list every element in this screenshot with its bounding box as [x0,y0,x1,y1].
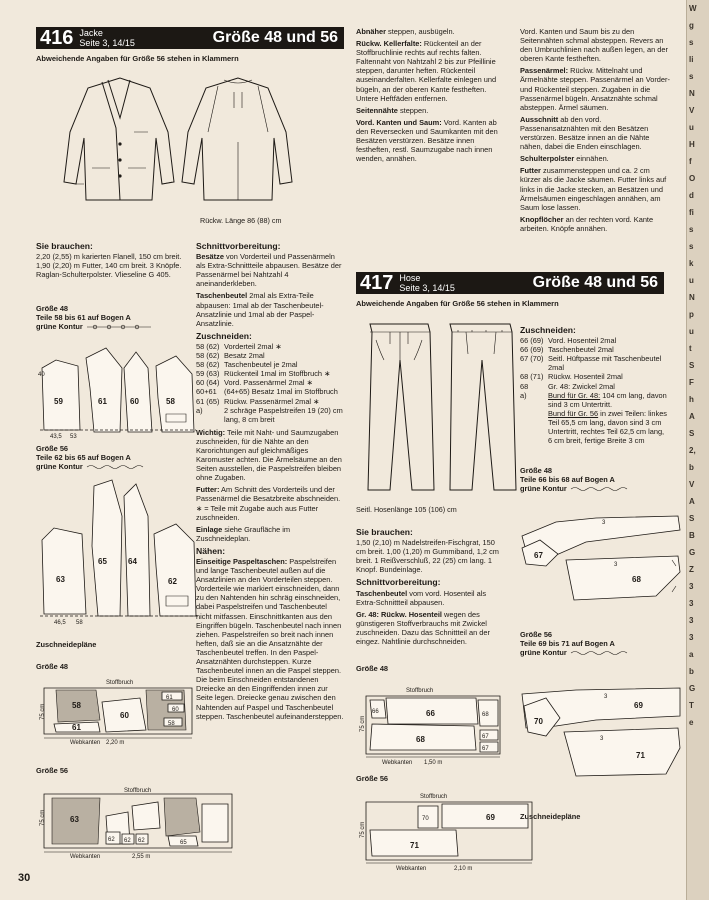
svg-text:Stoffbruch: Stoffbruch [406,688,434,694]
sew-body: ab den vord. Passenansatznähten mit den Besätzen verstürzen. Besätze innen an die Nähte nähen, dabei die Enden einschlagen. [520,114,650,152]
prep-text-1 [196,252,344,288]
size48-parts-label-416 [36,304,186,331]
cut-text: 2 schräge Paspelstreifen 19 (20) cm lang, 8 cm breit [224,405,343,424]
strip-letter: 3 [689,616,694,625]
pattern-417-header [356,272,664,294]
svg-text:70: 70 [534,717,543,726]
important-body: Teile mit Naht- und Saumzugaben zuschneiden, für die Nähte an den Karorichtungen auf gleichmäßiges Karomuster achten. Die Ärmelsäume an den Seiten ausstellen, die Paspelstreifen bleiben ohne Zugaben. [196,427,342,483]
svg-text:62: 62 [138,838,145,844]
strip-letter: li [689,55,694,64]
contour-line-symbol [85,324,153,330]
pattern-ref: Seite 3, 14/15 [399,283,455,293]
materials-text: 1,50 (2,10) m Nadelstreifen-Fischgrat, 150 cm breit. 1,00 (1,20) m Gummiband, 1,2 cm breit. 1 Reißverschluß, 22 (25) cm lang. 1 Knopf. Bundeinlage. [356,538,499,575]
instructions-416-col3 [356,27,508,166]
cut-text: Vorderteil 2mal ∗ [224,341,282,351]
strip-letter: t [689,344,692,353]
svg-text:58: 58 [166,397,175,406]
sew-body: zusammensteppen und ca. 2 cm kürzer als die Jacke säumen. Futter links auf links in die Jacke stecken, an Besätzen und Ärmelsäumen eingeschlagen annähen, am Saum lose lassen. [520,166,667,212]
svg-text:61: 61 [98,397,107,406]
cut-num: 60+61 [196,387,217,397]
svg-text:62: 62 [168,577,177,586]
svg-text:67: 67 [482,734,489,740]
svg-text:71: 71 [410,841,419,850]
svg-text:Webkanten: Webkanten [70,740,101,746]
cut-num: 66 (69) [520,345,544,355]
pattern-pieces-416-48 [36,338,206,438]
page-number: 30 [18,872,31,884]
cut-title: Zuschneiden: [520,325,576,335]
important-body: siehe Graufläche im Zuschneideplan. [196,524,291,543]
sew-body: an der rechten vord. Kante arbeiten. Knöpfe annähen. [520,214,654,233]
sew-text-2 [356,27,508,36]
svg-text:58: 58 [168,721,175,727]
strip-letter: p [689,310,694,319]
prep-text-2 [196,291,344,327]
svg-text:3: 3 [600,736,604,742]
prep-bold: Besätze [196,252,224,262]
svg-text:66: 66 [372,709,379,715]
svg-text:62: 62 [124,838,131,844]
sew-bold: Schulterpolster [520,154,575,164]
important-1 [196,428,344,483]
strip-letter: V [689,480,695,489]
sew-body: Paspelstreifen und lange Taschenbeutel außen auf die Ansatzlinien an den Vorderteilen steppen. Vorderteile wie markiert einschneiden, dann zu den Nahtenden hin schräg einschneiden, dabei Paspelstreifen und Taschenbeutel nicht mitfassen. Einschnittkanten aus den Eingriffen bügeln. Taschenbeutel nach innen ziehen. Paspelstreifen so breit nach innen heften, daß sie an die Ansatznähte der Taschenbeutel treffen. In den Paspel-Ansatznähten durchsteppen. Kurze Taschenbeutel innen an die Paspel steppen. Die beim Einschneiden entstandenen Dreiecke an den Eingriffenden innen zur Seite legen. Dreiecke genau zwischen den Nahtenden auf Paspel und Taschenbeutel steppen. Taschenbeutel aufeinandersteppen. [196,557,344,721]
strip-letter: H [689,140,695,149]
sew-text-5 [356,118,508,163]
pattern-pieces-416-56 [36,476,206,626]
size56-parts-label-416 [36,444,186,471]
cut-num: 58 (62) [196,351,220,361]
cut-num: 67 (70) [520,354,544,364]
svg-text:61: 61 [166,695,173,701]
prep-text-1 [356,589,506,607]
prep-body: von Vorderteil und Passenärmeln als Extra-Schnittteile abpausen. Besätze der Passenärmel bei Nahtzahl 4 aneinanderkleben. [196,252,342,289]
cut-text: Taschenbeutel je 2mal [224,360,298,370]
pattern-kind-ref [79,28,135,48]
svg-text:75 cm: 75 cm [360,715,366,732]
svg-text:40: 40 [38,372,45,378]
cut-text: Taschenbeutel 2mal [548,345,614,355]
strip-letter: N [689,293,695,302]
svg-text:71: 71 [636,751,645,760]
strip-letter: Z [689,565,694,574]
deviating-note-417: Abweichende Angaben für Größe 56 stehen in Klammern [356,299,559,308]
svg-text:3: 3 [614,562,618,568]
svg-text:66: 66 [426,709,435,718]
pattern-ref: Seite 3, 14/15 [79,38,135,48]
size48-parts: Teile 66 bis 68 auf Bogen A [520,475,615,484]
sew-bold: Futter [520,166,541,176]
sew-bold: Rückw. Kellerfalte: [356,39,422,49]
sew-title: Nähen: [196,545,226,556]
sew-text-11 [520,215,670,233]
cut-num: a) [196,405,203,415]
bund48-label: Bund für Gr. 48: [548,390,601,400]
svg-text:2,10 m: 2,10 m [454,866,473,872]
cut-num: 68 [520,381,529,391]
pattern-kind: Jacke [79,28,103,38]
svg-text:63: 63 [70,815,79,824]
size56-title: Größe 56 [520,630,553,639]
strip-letter: G [689,548,696,557]
materials-title: Sie brauchen: [356,527,413,537]
size56-contour: grüne Kontur [36,462,83,471]
strip-letter: S [689,514,695,523]
strip-letter: V [689,106,695,115]
sew-bold: Knopflöcher [520,214,564,224]
pattern-number: 417 [360,271,394,294]
sew-text-7 [520,66,670,111]
svg-text:Webkanten: Webkanten [396,866,427,872]
strip-letter: g [689,21,694,30]
strip-letter: T [689,701,694,710]
important-bold: Futter: [196,485,220,495]
svg-text:2,55 m: 2,55 m [132,854,151,860]
strip-letter: G [689,684,696,693]
cut-num: 61 (65) [196,396,220,406]
strip-letter: s [689,38,694,47]
strip-letter: W [689,4,697,13]
svg-text:53: 53 [70,434,77,440]
prep-bold: Gr. 48: Rückw. Hosenteil [356,609,442,619]
instructions-416-col2 [196,238,344,724]
deviating-note-416: Abweichende Angaben für Größe 56 stehen in Klammern [36,54,239,63]
svg-text:65: 65 [98,557,107,566]
size48-title: Größe 48 [520,466,553,475]
strip-letter: a [689,650,694,659]
svg-text:58: 58 [76,620,83,626]
svg-text:43,5: 43,5 [50,434,62,440]
sew-body: steppen, ausbügeln. [385,27,455,36]
svg-text:63: 63 [56,575,65,584]
prep-body: 2mal als Extra-Teile abpausen: 1mal ab der Taschenbeutel-Ansatzlinie und 1mal ab der Paspel-Ansatzlinie. [196,291,324,328]
cut-text: Seitl. Hüftpasse mit Taschenbeutel 2mal [548,354,662,373]
plan56-title-416: Größe 56 [36,766,69,775]
cutting-plan-416-48 [36,678,196,758]
size56-title: Größe 56 [36,444,69,453]
sew-bold: Seitennähte [356,105,398,115]
sew-body: steppen. [397,105,429,115]
svg-text:46,5: 46,5 [54,620,66,626]
pattern-number: 416 [40,26,74,49]
strip-letter: k [689,259,694,268]
svg-text:75 cm: 75 cm [360,821,366,838]
strip-letter: 3 [689,582,694,591]
svg-text:67: 67 [534,551,543,560]
svg-text:2,20 m: 2,20 m [106,740,125,746]
strip-letter: u [689,123,694,132]
strip-letter: u [689,327,694,336]
size48-parts-label-417 [520,466,670,493]
strip-letter: N [689,89,695,98]
adjacent-page-strip [686,0,709,900]
size48-parts: Teile 58 bis 61 auf Bogen A [36,313,131,322]
cut-table-416 [196,342,344,424]
svg-text:60: 60 [130,397,139,406]
svg-text:1,50 m: 1,50 m [424,760,443,766]
contour-line-symbol [569,486,629,492]
strip-letter: b [689,667,694,676]
svg-text:58: 58 [72,701,81,710]
sew-bold: Abnäher [356,27,386,36]
svg-text:3: 3 [602,520,606,526]
size56-contour: grüne Kontur [520,648,567,657]
sew-body: Rückw. Mittelnaht und Ärmelnähte steppen. Passenärmel an Vorder- und Rückenteil steppen. Zugaben in die Passenärmel bügeln. Ansatznähte schmal absteppen. Ärmel säumen. [520,66,670,112]
size56-parts: Teile 62 bis 65 auf Bogen A [36,453,131,462]
important-bold: Einlage [196,524,223,534]
size56-contour-row [520,648,670,657]
bund56-text: in zwei Teilen: linkes Teil 65,5 cm lang, davon sind 3 cm Untertritt, rechtes Teil 62,5 cm lang, 6 cm breit, fertige Breite 3 cm [548,408,667,446]
strip-letter: O [689,174,696,183]
svg-text:62: 62 [108,837,115,843]
svg-text:69: 69 [634,701,643,710]
strip-letter: F [689,378,694,387]
size48-contour: grüne Kontur [36,322,83,331]
cut-num: 58 (62) [196,341,220,351]
svg-text:65: 65 [180,840,187,846]
strip-letter: s [689,242,694,251]
back-length-label: Rückw. Länge 86 (88) cm [200,216,282,225]
sew-text-6 [520,27,670,63]
materials-416 [36,238,186,282]
cut-text: Vord. Passenärmel 2mal ∗ [224,378,313,388]
strip-letter: d [689,191,694,200]
cut-num: a) [520,390,527,400]
sew-bold: Vord. Kanten und Saum: [356,117,442,127]
cutting-plan-417-56 [356,790,536,874]
important-2 [196,485,344,521]
cut-text: Vord. Hosenteil 2mal [548,336,617,346]
svg-text:Webkanten: Webkanten [70,854,101,860]
materials-417 [356,524,506,649]
strip-letter: u [689,276,694,285]
cut-num: 66 (69) [520,336,544,346]
cutting-plans-title-417: Zuschneidepläne [520,812,581,821]
size48-title: Größe 48 [36,304,69,313]
cut-text-bund [548,391,670,446]
side-length-label: Seitl. Hosenlänge 105 (106) cm [356,505,457,514]
materials-text: 2,20 (2,55) m karierten Flanell, 150 cm breit. 1,90 (2,20) m Futter, 140 cm breit. 3 Knöpfe. Raglan-Schulterpolster. Vlieseline G 405. [36,252,182,280]
svg-text:61: 61 [72,723,81,732]
sew-bold: Ausschnitt [520,114,559,124]
size56-parts: Teile 69 bis 71 auf Bogen A [520,639,615,648]
strip-letter: h [689,395,694,404]
strip-letter: b [689,463,694,472]
sew-bold: Passenärmel: [520,66,569,76]
strip-letter: s [689,72,694,81]
svg-text:68: 68 [482,712,489,718]
sew-bold: Einseitige Paspeltaschen: [196,557,288,566]
cut-text: Rückenteil 1mal im Stoffbruch ∗ [224,369,331,379]
sew-text-4 [356,106,508,115]
cut-text: Rückw. Passenärmel 2mal ∗ [224,396,320,406]
prep-bold: Taschenbeutel [356,588,408,598]
svg-text:60: 60 [172,707,179,713]
cutting-plan-417-48 [356,684,506,768]
svg-text:70: 70 [422,816,429,822]
prep-bold: Taschenbeutel [196,291,248,301]
pattern-pieces-417-48 [516,500,686,620]
plan56-title-417: Größe 56 [356,774,389,783]
cut-num: 60 (64) [196,378,220,388]
svg-text:60: 60 [120,711,129,720]
sew-body: Rückenteil an der Stoffbruchlinie rechts auf rechts falten. Faltennaht von Nahtzahl 2 bis zur Pfeillinie steppen, darunter heften. Rückenteil auseinanderfalten. Kellerfalte einlegen und bügeln, an der oberen Kante festheften. Untere Heftfäden entfernen. [356,39,497,103]
prep-body: vom vord. Hosenteil als Extra-Schnittteil abpausen. [356,588,487,607]
svg-text:Stoffbruch: Stoffbruch [124,788,152,794]
pattern-size: Größe 48 und 56 [532,274,658,291]
strip-letter: fi [689,208,694,217]
svg-text:3: 3 [604,694,608,700]
svg-text:59: 59 [54,397,63,406]
cutting-plans-title-416: Zuschneidepläne [36,640,97,649]
cut-num: 58 (62) [196,360,220,370]
important-bold: Wichtig: [196,427,226,437]
pattern-kind-ref [399,273,455,293]
cutting-417 [520,322,670,445]
strip-letter: A [689,497,695,506]
contour-line-symbol [85,464,145,470]
sew-text-10 [520,166,670,211]
cut-text: Gr. 48: Zwickel 2mal [548,381,615,391]
sew-text-9 [520,154,670,163]
important-3 [196,525,344,543]
plan48-title-417: Größe 48 [356,664,389,673]
svg-text:75 cm: 75 cm [40,809,46,826]
pattern-kind: Hose [399,273,421,283]
cut-table-417 [520,336,670,445]
svg-text:Stoffbruch: Stoffbruch [420,794,448,800]
pattern-416-header [36,27,344,49]
sew-body: Vord. Kanten ab den Reversecken und Saumkanten mit den Besätzen verstürzen. Besätze innen festheften, restl. Saumzugabe nach innen wenden, annähen. [356,117,498,164]
prep-title: Schnittvorbereitung: [356,577,441,588]
bund48-text: 104 cm lang, davon sind 3 cm Untertritt. [548,390,667,409]
strip-letter: S [689,361,695,370]
svg-text:68: 68 [632,575,641,584]
strip-letter: s [689,225,694,234]
cut-text: (64+65) Besatz 1mal im Stoffbruch [224,387,338,397]
cut-text: Besatz 2mal [224,351,265,361]
size48-contour-row [520,484,670,493]
sew-text-1 [196,557,344,721]
size48-contour: grüne Kontur [520,484,567,493]
bund56-label: Bund für Gr. 56 [548,408,599,418]
sew-body: einnähen. [574,154,609,164]
sew-text-3 [356,39,508,103]
trousers-sketch [362,320,522,500]
svg-text:68: 68 [416,735,425,744]
strip-letter: B [689,531,695,540]
instructions-416-col4 [520,27,670,236]
sew-text-8 [520,115,670,151]
prep-body: wegen des günstigeren Stoffverbrauchs mit Zwickel zuschneiden. Dazu das Schnittteil an der eingez. Nahtlinie durchschneiden. [356,609,490,647]
strip-letter: 2, [689,446,696,455]
important-body: Am Schnitt des Vorderteils und der Passenärmel die Besatzbreite abschneiden. ∗ = Teile mit Zugabe auch aus Futter zuschneiden. [196,485,341,522]
strip-letter: 3 [689,599,694,608]
pattern-size: Größe 48 und 56 [212,29,338,46]
plan48-title-416: Größe 48 [36,662,69,671]
size56-contour-row [36,462,186,471]
strip-letter: 3 [689,633,694,642]
cut-text: Rückw. Hosenteil 2mal [548,372,623,382]
cut-num: 59 (63) [196,369,220,379]
svg-text:64: 64 [128,557,137,566]
strip-letter: S [689,429,695,438]
cut-title: Zuschneiden: [196,330,252,341]
sew-body: Vord. Kanten und Saum bis zu den Seitennähten schmal absteppen. Revers an den Umbruchlinien nach außen legen, an der oberen Kante festheften. [520,27,668,64]
strip-letter: f [689,157,692,166]
pattern-pieces-417-56 [516,664,686,784]
size48-contour-row [36,322,186,331]
cut-num: 68 (71) [520,372,544,382]
strip-letter: e [689,718,694,727]
svg-text:67: 67 [482,746,489,752]
prep-title: Schnittvorbereitung: [196,241,281,251]
svg-text:75 cm: 75 cm [40,703,46,720]
jacket-front-back-sketch [58,72,308,212]
svg-text:69: 69 [486,813,495,822]
fold-label: Stoffbruch [106,680,134,686]
svg-text:Webkanten: Webkanten [382,760,413,766]
prep-text-2 [356,610,506,646]
materials-title: Sie brauchen: [36,241,93,251]
cutting-plan-416-56 [36,782,236,862]
contour-line-symbol [569,650,629,656]
strip-letter: A [689,412,695,421]
size56-parts-label-417 [520,630,670,657]
